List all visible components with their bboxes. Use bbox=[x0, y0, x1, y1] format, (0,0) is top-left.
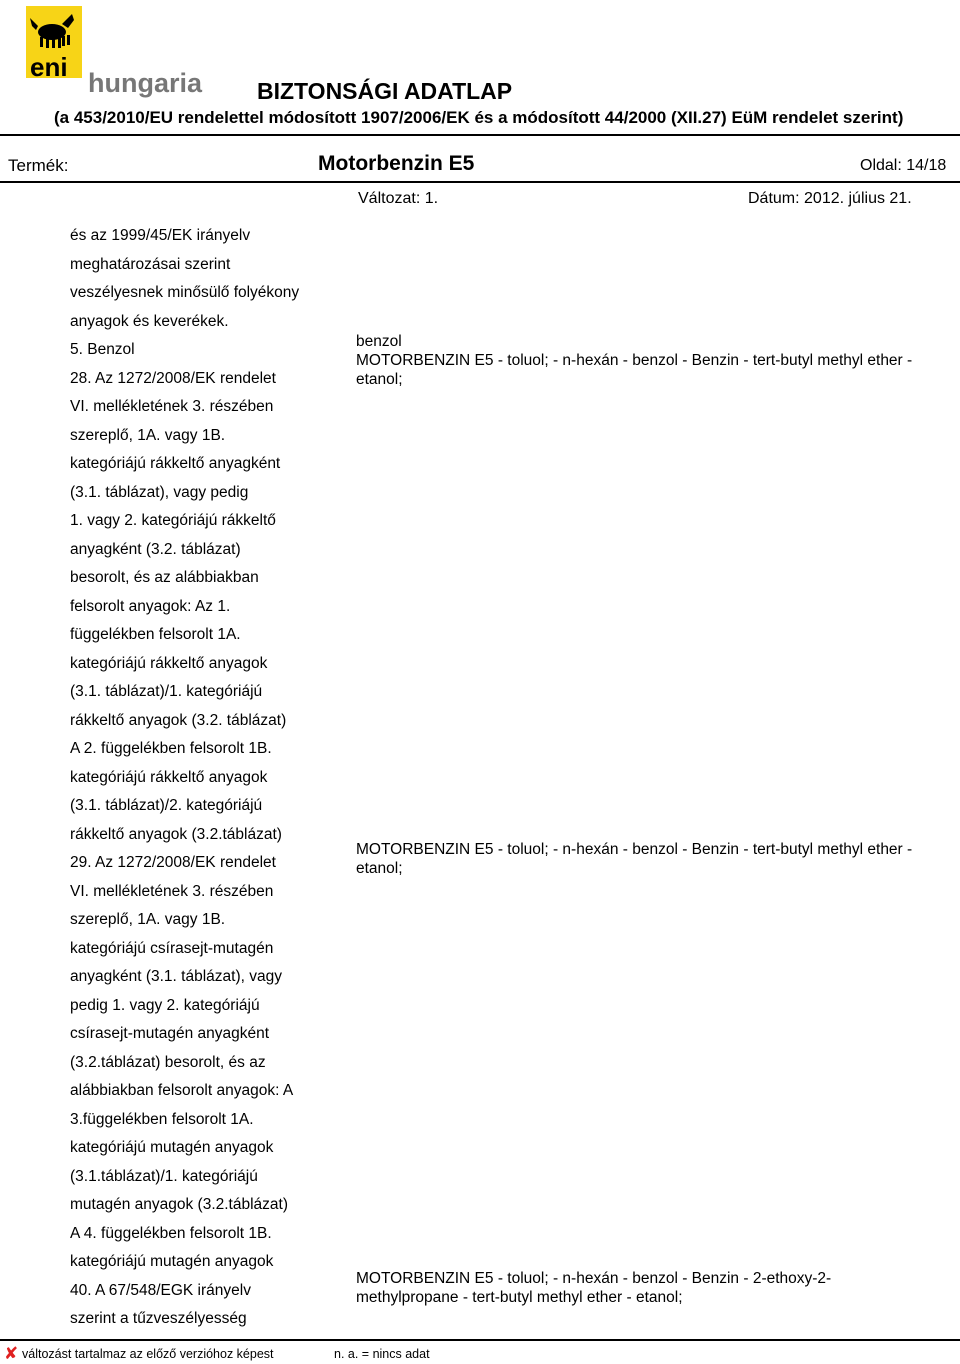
substance-entry-1 bbox=[356, 332, 916, 389]
na-legend: n. a. = nincs adat bbox=[334, 1347, 430, 1361]
svg-text:eni: eni bbox=[30, 52, 68, 82]
header-divider bbox=[0, 134, 960, 136]
product-label: Termék: bbox=[8, 156, 69, 175]
regulation-text-line: felsorolt anyagok: Az 1. bbox=[70, 597, 231, 615]
regulation-text-line: meghatározásai szerint bbox=[70, 255, 231, 273]
regulation-text-line: A 2. függelékben felsorolt 1B. bbox=[70, 740, 272, 757]
regulation-text-line: (3.1. táblázat)/2. kategóriájú bbox=[70, 797, 263, 814]
regulation-text-line: rákkeltő anyagok (3.2.táblázat) bbox=[70, 825, 282, 843]
regulation-text-line: (3.1.táblázat)/1. kategóriájú bbox=[70, 1167, 258, 1185]
regulation-text-line: besorolt, és az alábbiakban bbox=[70, 569, 259, 586]
regulation-text-line: kategóriájú mutagén anyagok bbox=[70, 1253, 274, 1270]
regulation-text-line: függelékben felsorolt 1A. bbox=[70, 626, 241, 643]
regulation-text-column bbox=[70, 222, 340, 1334]
regulation-text-line: 29. Az 1272/2008/EK rendelet bbox=[70, 854, 276, 871]
regulation-text-line: mutagén anyagok (3.2.táblázat) bbox=[70, 1196, 288, 1213]
regulation-text-line: 40. A 67/548/EGK irányelv bbox=[70, 1281, 251, 1299]
regulation-text-line: kategóriájú csírasejt-mutagén bbox=[70, 939, 274, 957]
page-number: Oldal: 14/18 bbox=[860, 157, 947, 174]
regulation-text-line: (3.1. táblázat)/1. kategóriájú bbox=[70, 683, 263, 700]
regulation-text-line: pedig 1. vagy 2. kategóriájú bbox=[70, 996, 260, 1014]
regulation-text-line: szereplő, 1A. vagy 1B. bbox=[70, 911, 226, 928]
date-info: Dátum: 2012. július 21. bbox=[748, 190, 912, 207]
substance-entry-2: MOTORBENZIN E5 - toluol; - n-hexán - benzol - Benzin - tert-butyl methyl ether - etanol; bbox=[356, 841, 913, 877]
regulation-text-line: veszélyesnek minősülő folyékony bbox=[70, 284, 300, 301]
substance-entry-3: MOTORBENZIN E5 - toluol; - n-hexán - benzol - Benzin - 2-ethoxy-2-methylpropane - tert-butyl methyl ether - etanol; bbox=[356, 1270, 832, 1306]
regulation-text-line: VI. mellékletének 3. részében bbox=[70, 882, 274, 900]
change-mark-icon: ✘ bbox=[4, 1344, 19, 1363]
regulation-text-line: kategóriájú rákkeltő anyagok bbox=[70, 768, 268, 786]
regulation-text-line: rákkeltő anyagok (3.2. táblázat) bbox=[70, 711, 287, 729]
regulation-text-line: kategóriájú rákkeltő anyagként bbox=[70, 455, 281, 472]
footer-divider bbox=[0, 1339, 960, 1341]
regulation-text-line: 1. vagy 2. kategóriájú rákkeltő bbox=[70, 512, 276, 529]
regulation-text-line: 3.függelékben felsorolt 1A. bbox=[70, 1110, 254, 1128]
product-name: Motorbenzin E5 bbox=[318, 152, 475, 175]
regulation-text-line: (3.1. táblázat), vagy pedig bbox=[70, 483, 249, 501]
change-legend: változást tartalmaz az előző verzióhoz képest bbox=[22, 1347, 274, 1361]
regulation-text-line: (3.2.táblázat) besorolt, és az bbox=[70, 1053, 266, 1071]
regulation-text-line: anyagok és keverékek. bbox=[70, 312, 229, 330]
regulation-text-line: szereplő, 1A. vagy 1B. bbox=[70, 426, 226, 444]
regulation-text-line: anyagként (3.2. táblázat) bbox=[70, 540, 241, 558]
document-title: BIZTONSÁGI ADATLAP bbox=[257, 78, 513, 104]
regulation-text-line: 5. Benzol bbox=[70, 341, 135, 358]
regulation-text-line: 28. Az 1272/2008/EK rendelet bbox=[70, 369, 276, 387]
regulation-text-line: A 4. függelékben felsorolt 1B. bbox=[70, 1224, 272, 1242]
regulation-text-line: alábbiakban felsorolt anyagok: A bbox=[70, 1082, 294, 1099]
document-subtitle: (a 453/2010/EU rendelettel módosított 1907/2006/EK és a módosított 44/2000 (XII.27) EüM rendelet szerint) bbox=[54, 108, 904, 127]
svg-text:hungaria: hungaria bbox=[88, 68, 203, 98]
regulation-text-line: kategóriájú rákkeltő anyagok bbox=[70, 654, 268, 672]
eni-hungaria-logo bbox=[22, 4, 207, 100]
regulation-text-line: és az 1999/45/EK irányelv bbox=[70, 227, 251, 244]
regulation-text-line: VI. mellékletének 3. részében bbox=[70, 398, 274, 415]
product-divider bbox=[0, 181, 960, 183]
regulation-text-line: anyagként (3.1. táblázat), vagy bbox=[70, 968, 282, 985]
substance-entry-1-products: MOTORBENZIN E5 - toluol; - n-hexán - benzol - Benzin - tert-butyl methyl ether - etanol; bbox=[356, 352, 913, 388]
regulation-text-line: szerint a tűzveszélyesség bbox=[70, 1310, 247, 1327]
regulation-text-line: csírasejt-mutagén anyagként bbox=[70, 1025, 270, 1042]
substance-entry-1-name: benzol bbox=[356, 333, 402, 350]
version-info: Változat: 1. bbox=[358, 190, 439, 207]
regulation-text-line: kategóriájú mutagén anyagok bbox=[70, 1139, 274, 1156]
